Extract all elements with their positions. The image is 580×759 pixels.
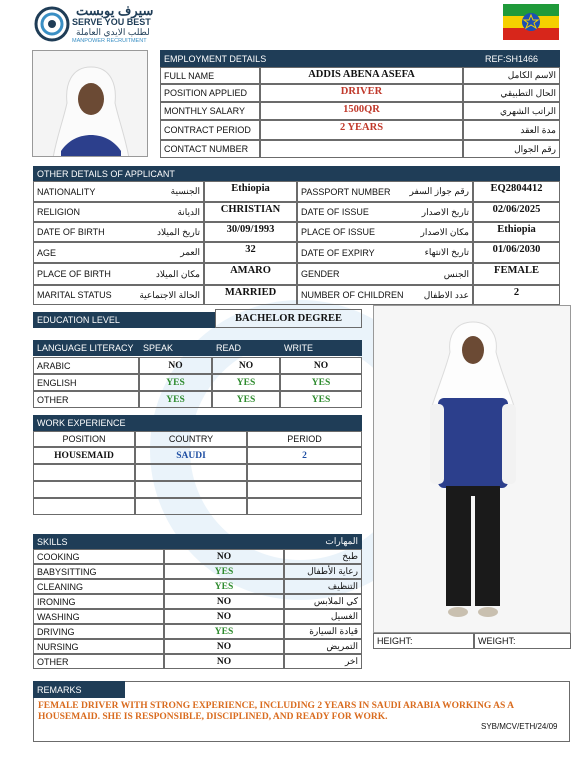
other-right-value: 02/06/2025 (473, 202, 560, 222)
language-read-value: YES (212, 391, 280, 408)
remarks-text-line-1: FEMALE DRIVER WITH STRONG EXPERIENCE, INCLUDING 2 YEARS IN SAUDI ARABIA WORKING AS A (38, 701, 514, 711)
employment-arabic-label: الاسم الكامل (463, 67, 560, 84)
employment-value: 2 YEARS (260, 120, 463, 140)
work-country-cell (135, 498, 247, 515)
language-name: OTHER (33, 391, 139, 408)
language-write-value: YES (280, 374, 362, 391)
education-level-value: BACHELOR DEGREE (215, 309, 362, 328)
other-right-label: NUMBER OF CHILDREN (297, 285, 473, 305)
other-left-value: MARRIED (204, 285, 297, 305)
work-period-cell: 2 (247, 447, 362, 464)
other-left-label: NATIONALITY (33, 181, 204, 202)
skill-name: OTHER (33, 654, 164, 669)
other-right-label: DATE OF EXPIRY (297, 242, 473, 263)
employment-arabic-label: رقم الجوال (463, 140, 560, 158)
language-write-value: NO (280, 357, 362, 374)
skills-title: SKILLS (37, 536, 68, 547)
employment-arabic-label: الحال التطبيقي (463, 84, 560, 102)
ref-number (463, 50, 560, 67)
language-column-header: WRITE (280, 340, 362, 356)
employment-arabic-label: الراتب الشهري (463, 102, 560, 120)
remarks-title: REMARKS (37, 684, 82, 695)
skill-value: NO (164, 549, 284, 564)
ref-number-text: REF:SH1466 (484, 53, 539, 64)
brand-arabic-sub: لطلب الايدي العاملة (76, 27, 150, 37)
language-write-value: YES (280, 391, 362, 408)
skill-name: IRONING (33, 594, 164, 609)
other-right-arabic: عدد الاطفال (423, 289, 469, 300)
employment-value: ADDIS ABENA ASEFA (260, 67, 463, 84)
other-right-arabic: تاريخ الانتهاء (424, 247, 469, 257)
other-left-arabic: الجنسية (170, 186, 200, 196)
brand-english-sub: MANPOWER RECRUITMENT (72, 38, 147, 44)
employment-label: POSITION APPLIED (160, 84, 260, 102)
skill-value: YES (164, 579, 284, 594)
skill-value: NO (164, 639, 284, 654)
skill-value: NO (164, 609, 284, 624)
other-left-value: CHRISTIAN (204, 202, 297, 222)
work-column-header: COUNTRY (135, 431, 247, 447)
work-column-header: POSITION (33, 431, 135, 447)
other-left-label: RELIGION (33, 202, 204, 222)
work-period-cell (247, 481, 362, 498)
other-right-label: GENDER (297, 263, 473, 285)
language-speak-value: NO (139, 357, 212, 374)
weight-label: WEIGHT: (474, 633, 571, 649)
brand-english-name: SERVE YOU BEST (72, 17, 151, 27)
brand-logo (34, 6, 70, 42)
other-left-value: 30/09/1993 (204, 222, 297, 242)
work-column-header: PERIOD (247, 431, 362, 447)
skill-name: CLEANING (33, 579, 164, 594)
other-left-label: PLACE OF BIRTH (33, 263, 204, 285)
skill-name: DRIVING (33, 624, 164, 639)
skill-name: NURSING (33, 639, 164, 654)
employment-label: MONTHLY SALARY (160, 102, 260, 120)
education-level-header (33, 312, 215, 328)
language-name: ARABIC (33, 357, 139, 374)
other-details-title: OTHER DETAILS OF APPLICANT (37, 168, 175, 179)
other-right-label: PASSPORT NUMBER (297, 181, 473, 202)
other-right-arabic: مكان الاصدار (420, 226, 469, 237)
remarks-text-line-2: HOUSEMAID. SHE IS RESPONSIBLE, DISCIPLINED, AND READY FOR WORK. (38, 712, 388, 722)
language-column-header: LANGUAGE LITERACY (33, 340, 139, 356)
employment-value (260, 140, 463, 158)
language-name: ENGLISH (33, 374, 139, 391)
work-position-cell (33, 481, 135, 498)
other-right-arabic: الجنس (443, 268, 469, 279)
work-country-cell: SAUDI (135, 447, 247, 464)
ethiopia-flag-icon (503, 4, 559, 40)
work-position-cell: HOUSEMAID (33, 447, 135, 464)
work-experience-header (33, 415, 362, 431)
skill-arabic: كي الملابس (284, 594, 362, 609)
applicant-portrait (32, 50, 148, 157)
other-left-label: MARITAL STATUS (33, 285, 204, 305)
skill-value: YES (164, 564, 284, 579)
other-right-value: Ethiopia (473, 222, 560, 242)
skill-name: WASHING (33, 609, 164, 624)
skills-header (33, 534, 362, 549)
language-column-header: SPEAK (139, 340, 212, 356)
other-right-label: PLACE OF ISSUE (297, 222, 473, 242)
employment-label: FULL NAME (160, 67, 260, 84)
skill-arabic: طبخ (284, 549, 362, 564)
other-right-arabic: تاريخ الاصدار (421, 206, 469, 217)
document-code: SYB/MCV/ETH/24/09 (481, 722, 558, 731)
language-read-value: YES (212, 374, 280, 391)
employment-label: CONTACT NUMBER (160, 140, 260, 158)
height-label: HEIGHT: (373, 633, 474, 649)
skill-name: COOKING (33, 549, 164, 564)
applicant-full-photo (373, 305, 571, 633)
other-left-label: AGE (33, 242, 204, 263)
skill-arabic: اخر (284, 654, 362, 669)
skill-value: NO (164, 594, 284, 609)
skill-arabic: رعاية الأطفال (284, 564, 362, 579)
other-details-header (33, 166, 560, 181)
work-country-cell (135, 481, 247, 498)
other-left-arabic: الحالة الاجتماعية (139, 289, 200, 300)
other-right-value: EQ2804412 (473, 181, 560, 202)
other-left-arabic: مكان الميلاد (155, 268, 200, 279)
employment-label: CONTRACT PERIOD (160, 120, 260, 140)
employment-arabic-label: مدة العقد (463, 120, 560, 140)
work-position-cell (33, 464, 135, 481)
skill-arabic: الغسيل (284, 609, 362, 624)
brand-logo-icon (34, 6, 70, 42)
other-right-label: DATE OF ISSUE (297, 202, 473, 222)
brand-arabic-name: سيرف يوبست (76, 3, 154, 18)
skill-name: BABYSITTING (33, 564, 164, 579)
other-right-value: 01/06/2030 (473, 242, 560, 263)
other-left-value: 32 (204, 242, 297, 263)
other-right-arabic: رقم جواز السفر (409, 186, 469, 196)
remarks-header (33, 681, 125, 698)
skill-value: YES (164, 624, 284, 639)
work-period-cell (247, 464, 362, 481)
other-left-value: Ethiopia (204, 181, 297, 202)
skill-arabic: قيادة السيارة (284, 624, 362, 639)
work-position-cell (33, 498, 135, 515)
language-speak-value: YES (139, 391, 212, 408)
skill-arabic: التمريض (284, 639, 362, 654)
other-left-label: DATE OF BIRTH (33, 222, 204, 242)
other-right-value: 2 (473, 285, 560, 305)
language-speak-value: YES (139, 374, 212, 391)
employment-details-header (160, 50, 463, 67)
skill-arabic: التنظيف (284, 579, 362, 594)
skills-title-arabic: المهارات (325, 536, 358, 546)
language-read-value: NO (212, 357, 280, 374)
other-left-arabic: الديانة (177, 206, 200, 217)
employment-value: 1500QR (260, 102, 463, 120)
employment-details-title: EMPLOYMENT DETAILS (164, 53, 267, 64)
work-country-cell (135, 464, 247, 481)
other-left-arabic: العمر (180, 247, 200, 257)
other-right-value: FEMALE (473, 263, 560, 285)
other-left-arabic: تاريخ الميلاد (157, 226, 200, 237)
other-left-value: AMARO (204, 263, 297, 285)
education-level-title: EDUCATION LEVEL (37, 315, 120, 325)
skill-value: NO (164, 654, 284, 669)
employment-value: DRIVER (260, 84, 463, 102)
language-column-header: READ (212, 340, 280, 356)
work-experience-title: WORK EXPERIENCE (37, 418, 126, 428)
work-period-cell (247, 498, 362, 515)
